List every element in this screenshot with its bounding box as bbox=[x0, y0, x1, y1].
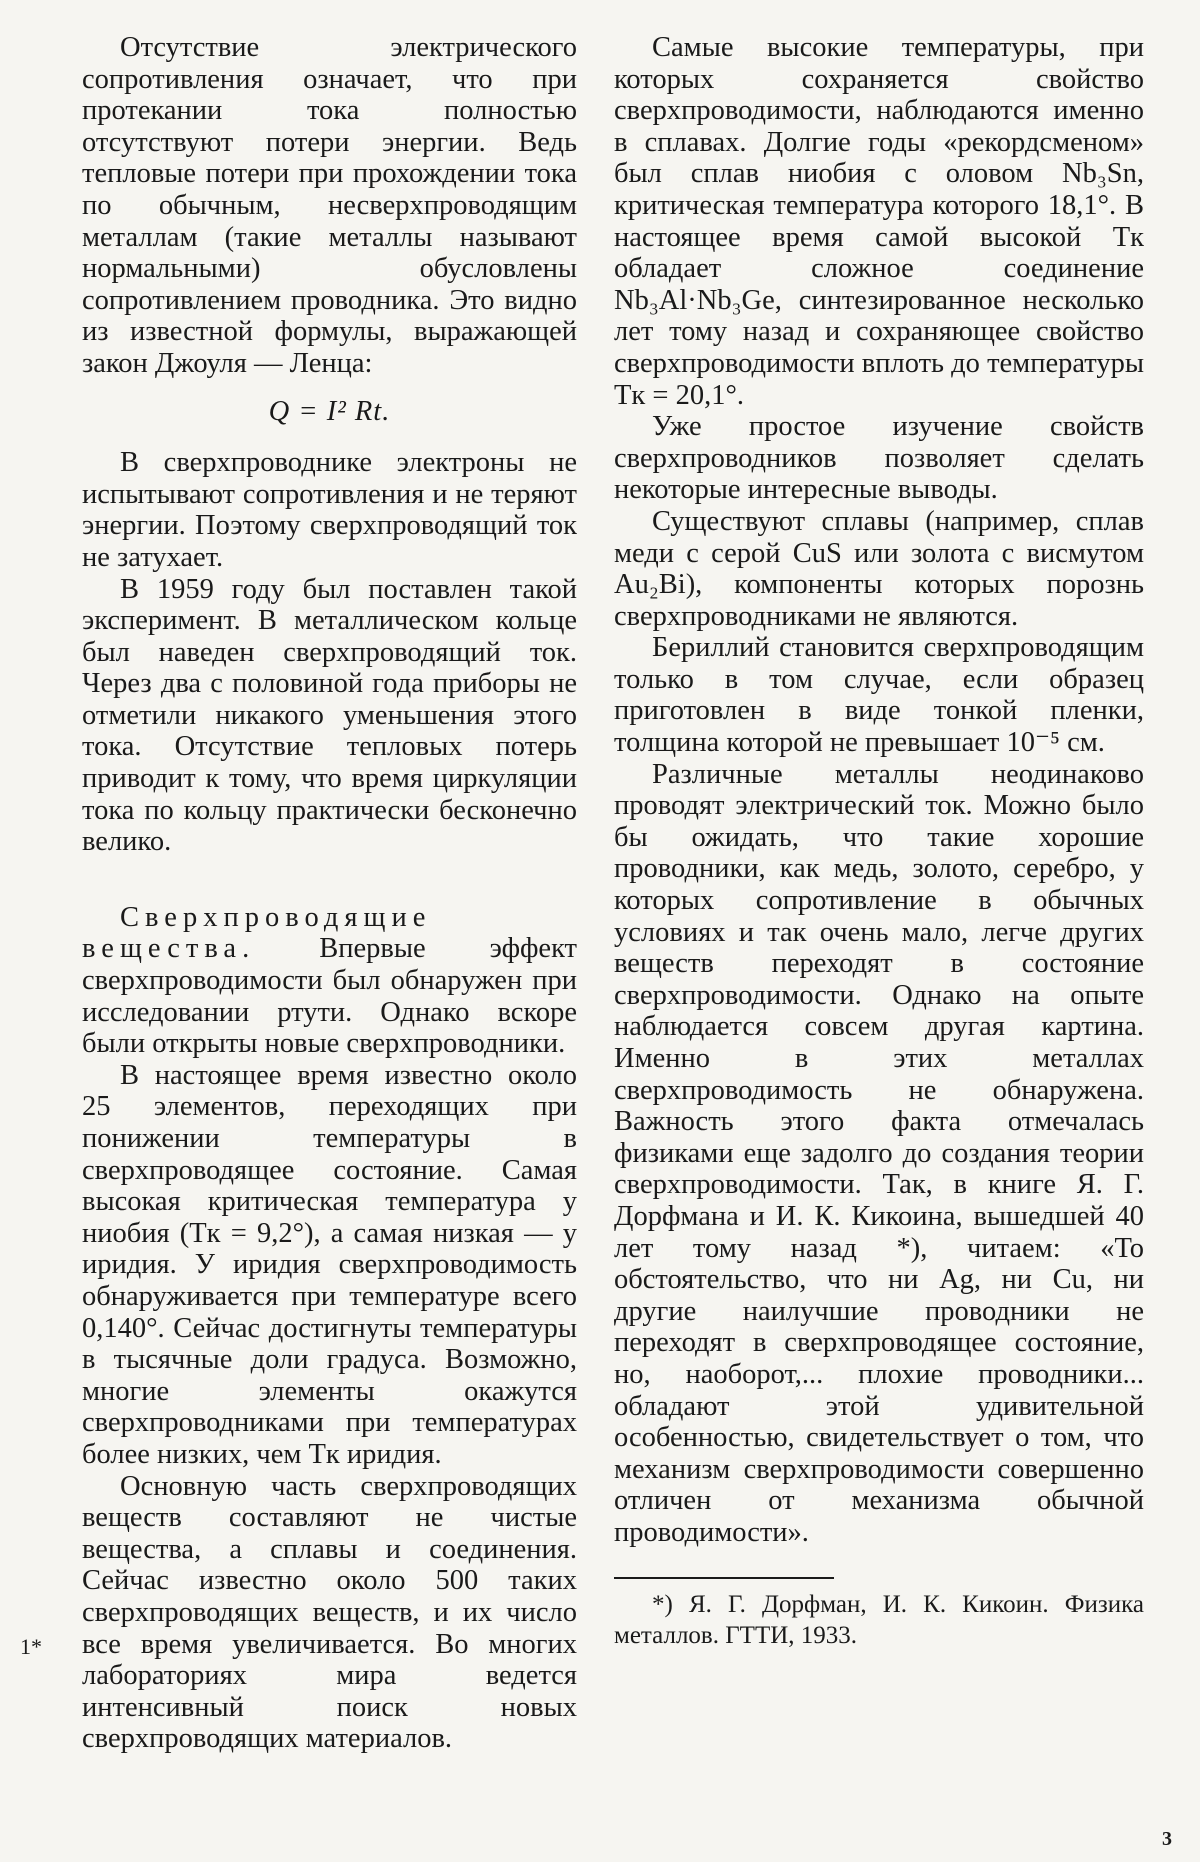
paragraph: Существуют сплавы (например, сплав меди с серой CuS или золота с висмутом Au₂Bi), компоненты которых порознь сверхпроводниками не являются. bbox=[614, 505, 1144, 632]
paragraph: Уже простое изучение свойств сверхпроводников позволяет сделать некоторые интересные выводы. bbox=[614, 411, 1144, 506]
right-column bbox=[614, 32, 1144, 1651]
paragraph: В настоящее время известно около 25 элементов, переходящих при понижении температуры в сверхпроводящее состояние. Самая высокая критическая температура у ниобия (Tк = 9,2°), а самая низкая — у иридия. У иридия сверхпроводимость обнаруживается при температуре всего 0,140°. Сейчас достигнуты температуры в тысячные доли градуса. Возможно, многие элементы окажутся сверхпроводниками при температурах более низких, чем Tк иридия. bbox=[82, 1059, 577, 1470]
section-gap bbox=[82, 858, 577, 902]
signature-mark: 1* bbox=[20, 1634, 42, 1659]
left-column bbox=[82, 32, 577, 1755]
page-number: 3 bbox=[1162, 1828, 1172, 1850]
paragraph: В сверхпроводнике электроны не испытывают сопротивления и не теряют энергии. Поэтому сверхпроводящий ток не затухает. bbox=[82, 447, 577, 573]
section-paragraph bbox=[82, 902, 577, 1060]
section-title: Сверхпроводящие вещества. bbox=[82, 901, 432, 965]
joule-lenz-formula: Q = I² Rt. bbox=[268, 395, 391, 427]
paragraph: В 1959 году был поставлен такой эксперимент. В металлическом кольце был наведен сверхпроводящий ток. Через два с половиной года приборы не отметили никакого уменьшения этого тока. Отсутствие тепловых потерь приводит к тому, что время циркуляции тока по кольцу практически бесконечно велико. bbox=[82, 573, 577, 858]
footnote: *) Я. Г. Дорфман, И. К. Кикоин. Физика металлов. ГТТИ, 1933. bbox=[614, 1590, 1144, 1649]
footnote-divider bbox=[614, 1577, 834, 1579]
paragraph: Бериллий становится сверхпроводящим только в том случае, если образец приготовлен в виде тонкой пленки, толщина которой не превышает 10⁻⁵ см. bbox=[614, 632, 1144, 759]
paragraph: Отсутствие электрического сопротивления означает, что при протекании тока полностью отсутствуют потери энергии. Ведь тепловые потери при прохождении тока по обычным, несверхпроводящим металлам (такие металлы называют нормальными) обусловлены сопротивлением проводника. Это видно из известной формулы, выражающей закон Джоуля — Ленца: bbox=[82, 32, 577, 379]
section-text: Впервые эффект сверхпроводимости был обнаружен при исследовании ртути. Однако вскоре были открыты новые сверхпроводники. bbox=[82, 933, 578, 1060]
paragraph: Основную часть сверхпроводящих веществ составляют не чистые вещества, а сплавы и соединения. Сейчас известно около 500 таких сверхпроводящих веществ, и их число все время увеличивается. Во многих лабораториях мира ведется интенсивный поиск новых сверхпроводящих материалов. bbox=[82, 1470, 577, 1755]
paragraph: Различные металлы неодинаково проводят электрический ток. Можно было бы ожидать, что такие хорошие проводники, как медь, золото, серебро, у которых сопротивление в обычных условиях и так очень мало, легче других веществ переходят в состояние сверхпроводимости. Однако на опыте наблюдается совсем другая картина. Именно в этих металлах сверхпроводимость не обнаружена. Важность этого факта отмечалась физиками еще задолго до создания теории сверхпроводимости. Так, в книге Я. Г. Дорфмана и И. К. Кикоина, вышедшей 40 лет тому назад *), читаем: «То обстоятельство, что ни Ag, ни Cu, ни другие наилучшие проводники не переходят в сверхпроводящее состояние, но, наоборот,... плохие проводники... обладают этой удивительной особенностью, свидетельствует о том, что механизм сверхпроводимости совершенно отличен от механизма обычной проводимости». bbox=[614, 758, 1144, 1548]
paragraph: Самые высокие температуры, при которых сохраняется свойство сверхпроводимости, наблюдаются именно в сплавах. Долгие годы «рекордсменом» был сплав ниобия с оловом Nb₃Sn, критическая температура которого 18,1°. В настоящее время самой высокой Tк обладает сложное соединение Nb₃Al·Nb₃Ge, синтезированное несколько лет тому назад и сохраняющее свойство сверхпроводимости вплоть до температуры Tк = 20,1°. bbox=[614, 32, 1144, 411]
